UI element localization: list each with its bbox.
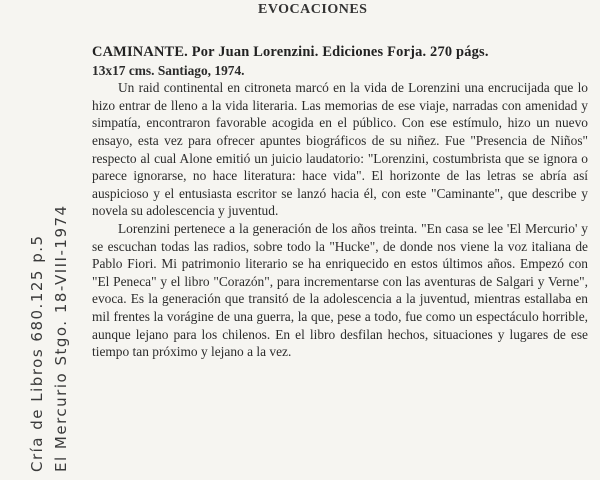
- publication-info: 13x17 cms. Santiago, 1974.: [92, 62, 245, 78]
- paragraph-2: Lorenzini pertenece a la generación de los años treinta. "En casa se lee 'El Mercurio' y se escuchan todas las radios, sobre todo la "Hucke", de donde nos viene la voz italiana de Pablo Fiori. Mi patrimonio literario se ha enriquecido en estos últimos años. Empezó con "El Peneca" y el libro "Corazón", para incrementarse con las aventuras de Salgari y Verne", evoca. Es la generación que transitó de la adolescencia a la juventud, mientras estallaba en mil frentes la vorágine de una guerra, la que, pese a todo, fue como un espectáculo horrible, aunque lejano para los chilenos. En el libro desfilan hechos, situaciones y lugares de ese tiempo tan próximo y lejano a la vez.: [92, 220, 588, 360]
- handwriting-line-1: Cría de Libros 680.125 p.5: [28, 234, 46, 472]
- paragraph-1: Un raid continental en citroneta marcó en la vida de Lorenzini una encrucijada que lo hizo entrar de lleno a la vida literaria. Las memorias de ese viaje, narradas con amenidad y simpatía, encontraron favorable acogida en el público. Con ese estímulo, hizo un nuevo ensayo, esta vez para ofrecer apuntes biográficos de su niñez. Fue "Presencia de Niños" respecto al cual Alone emitió un juicio laudatorio: "Lorenzini, costumbrista que se ignora o parece ignorarse, no hace literatura: hace vida". El horizonte de las letras se abría así auspicioso y el entusiasta escritor se lanzó hacia él, con este "Caminante", que describe y novela su adolescencia y juventud.: [92, 80, 588, 219]
- handwriting-line-2: El Mercurio Stgo. 18-VIII-1974: [52, 204, 70, 472]
- headline: CAMINANTE. Por Juan Lorenzini. Ediciones Forja. 270 págs.: [92, 44, 489, 60]
- section-title: EVOCACIONES: [258, 2, 368, 17]
- handwritten-annotation: [20, 0, 80, 480]
- article: [92, 44, 588, 361]
